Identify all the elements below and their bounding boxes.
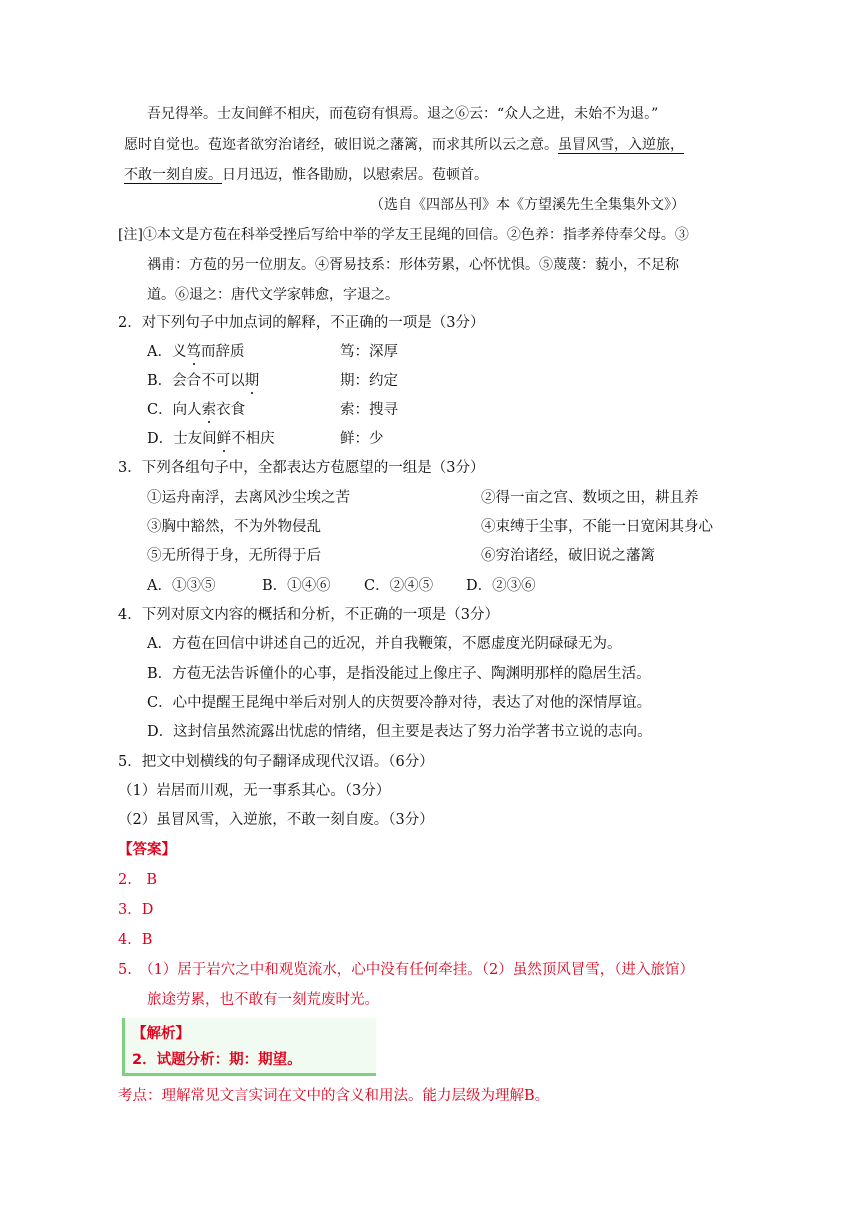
q2-stem: 2．对下列句子中加点词的解释，不正确的一项是（3分） [118,315,485,331]
passage-source: （选自《四部丛刊》本《方望溪先生全集集外文》） [370,197,685,213]
q3-item-3: ③胸中豁然，不为外物侵乱 [147,519,321,535]
q3-item-2: ②得一亩之宫、数顷之田，耕且养 [481,490,699,506]
q2-gloss-d: 鲜：少 [340,431,384,447]
passage-line-2-plain: 愿时自觉也。苞迩者欲穷治诸经，破旧说之藩篱，而求其所以云之意。 [124,137,558,153]
q2-option-b: B．会合不可以期 [147,373,260,389]
q2-dotted-word-d: 鲜 [216,431,232,447]
q5-part-2: （2）虽冒风雪，入逆旅，不敢一刻自废。（3分） [118,812,434,828]
passage-line-3-plain: 日月迅迈，惟各勖励，以慰索居。苞顿首。 [222,167,488,183]
q5-stem: 5．把文中划横线的句子翻译成现代汉语。（6分） [118,754,434,770]
answer-label: 【答案】 [118,841,176,858]
q2-gloss-a: 笃：深厚 [340,344,398,360]
passage-line-1: 吾兄得举。士友间鲜不相庆，而苞窃有惧焉。退之⑥云：“众人之进，未始不为退。” [147,106,659,122]
q2-dotted-word-b: 期 [244,373,260,389]
q2-dotted-word-c: 索 [201,402,217,418]
q3-item-5: ⑤无所得于身，无所得于后 [147,548,321,564]
passage-underlined-sentence-part2: 不敢一刻自废。 [124,167,222,183]
q2-gloss-c: 索：搜寻 [340,402,398,418]
q2-option-c: C．向人索衣食 [147,402,246,418]
q4-option-b: B．方苞无法告诉僮仆的心事，是指没能过上像庄子、陶渊明那样的隐居生活。 [147,666,651,682]
answer-5-line-2: 旅途劳累，也不敢有一刻荒废时光。 [147,992,379,1008]
q4-stem: 4．下列对原文内容的概括和分析，不正确的一项是（3分） [118,607,499,623]
answer-5-line-1: 5. （1）居于岩穴之中和观览流水，心中没有任何牵挂。（2）虽然顶风冒雪，（进入旅馆） [118,962,695,978]
analysis-label: 【解析】 [132,1026,190,1042]
q3-choice-a: A．①③⑤ [147,578,216,594]
q5-part-1: （1）岩居而川观，无一事系其心。（3分） [118,783,391,799]
q2-option-a: A．义笃而辞质 [147,344,245,360]
q4-option-a: A．方苞在回信中讲述自己的近况，并自我鞭策，不愿虚度光阴碌碌无为。 [147,636,622,652]
kaodian-text: 考点：理解常见文言实词在文中的含义和用法。能力层级为理解B。 [118,1088,550,1104]
q3-choice-d: D．②③⑥ [466,578,536,594]
q2-option-d: D．士友间鲜不相庆 [147,431,275,447]
q3-stem: 3．下列各组句子中，全都表达方苞愿望的一组是（3分） [118,460,485,476]
notes-line-2: 禑甫：方苞的另一位朋友。④胥易技系：形体劳累，心怀忧惧。⑤蔑蔑：藐小，不足称 [147,257,679,273]
q3-item-6: ⑥穷治诸经，破旧说之藩篱 [481,548,655,564]
q3-item-1: ①运舟南浮，去离风沙尘埃之苦 [147,490,350,506]
notes-line-3: 道。⑥退之：唐代文学家韩愈，字退之。 [147,287,399,303]
passage-underlined-sentence-part1: 虽冒风雪，入逆旅， [558,137,684,153]
answer-4: 4．B [118,932,153,948]
q4-option-c: C．心中提醒王昆绳中举后对别人的庆贺要冷静对待，表达了对他的深情厚谊。 [147,695,652,711]
q3-choice-b: B．①④⑥ [262,578,331,594]
notes-line-1: [注]①本文是方苞在科举受挫后写给中举的学友王昆绳的回信。②色养：指孝养侍奉父母。③ [118,227,689,243]
passage-line-3 [124,165,488,185]
analysis-text: 2．试题分析：期：期望。 [132,1052,302,1068]
analysis-box [122,1018,376,1076]
q3-choice-c: C．②④⑤ [364,578,434,594]
q4-option-d: D．这封信虽然流露出忧虑的情绪，但主要是表达了努力治学著书立说的志向。 [147,724,652,740]
q2-dotted-word-a: 笃 [186,344,201,360]
answer-2: 2. B [118,872,157,888]
q3-item-4: ④束缚于尘事，不能一日宽闲其身心 [481,519,713,535]
passage-line-2 [124,135,684,155]
q2-gloss-b: 期：约定 [340,373,398,389]
answer-3: 3．D [118,902,154,918]
